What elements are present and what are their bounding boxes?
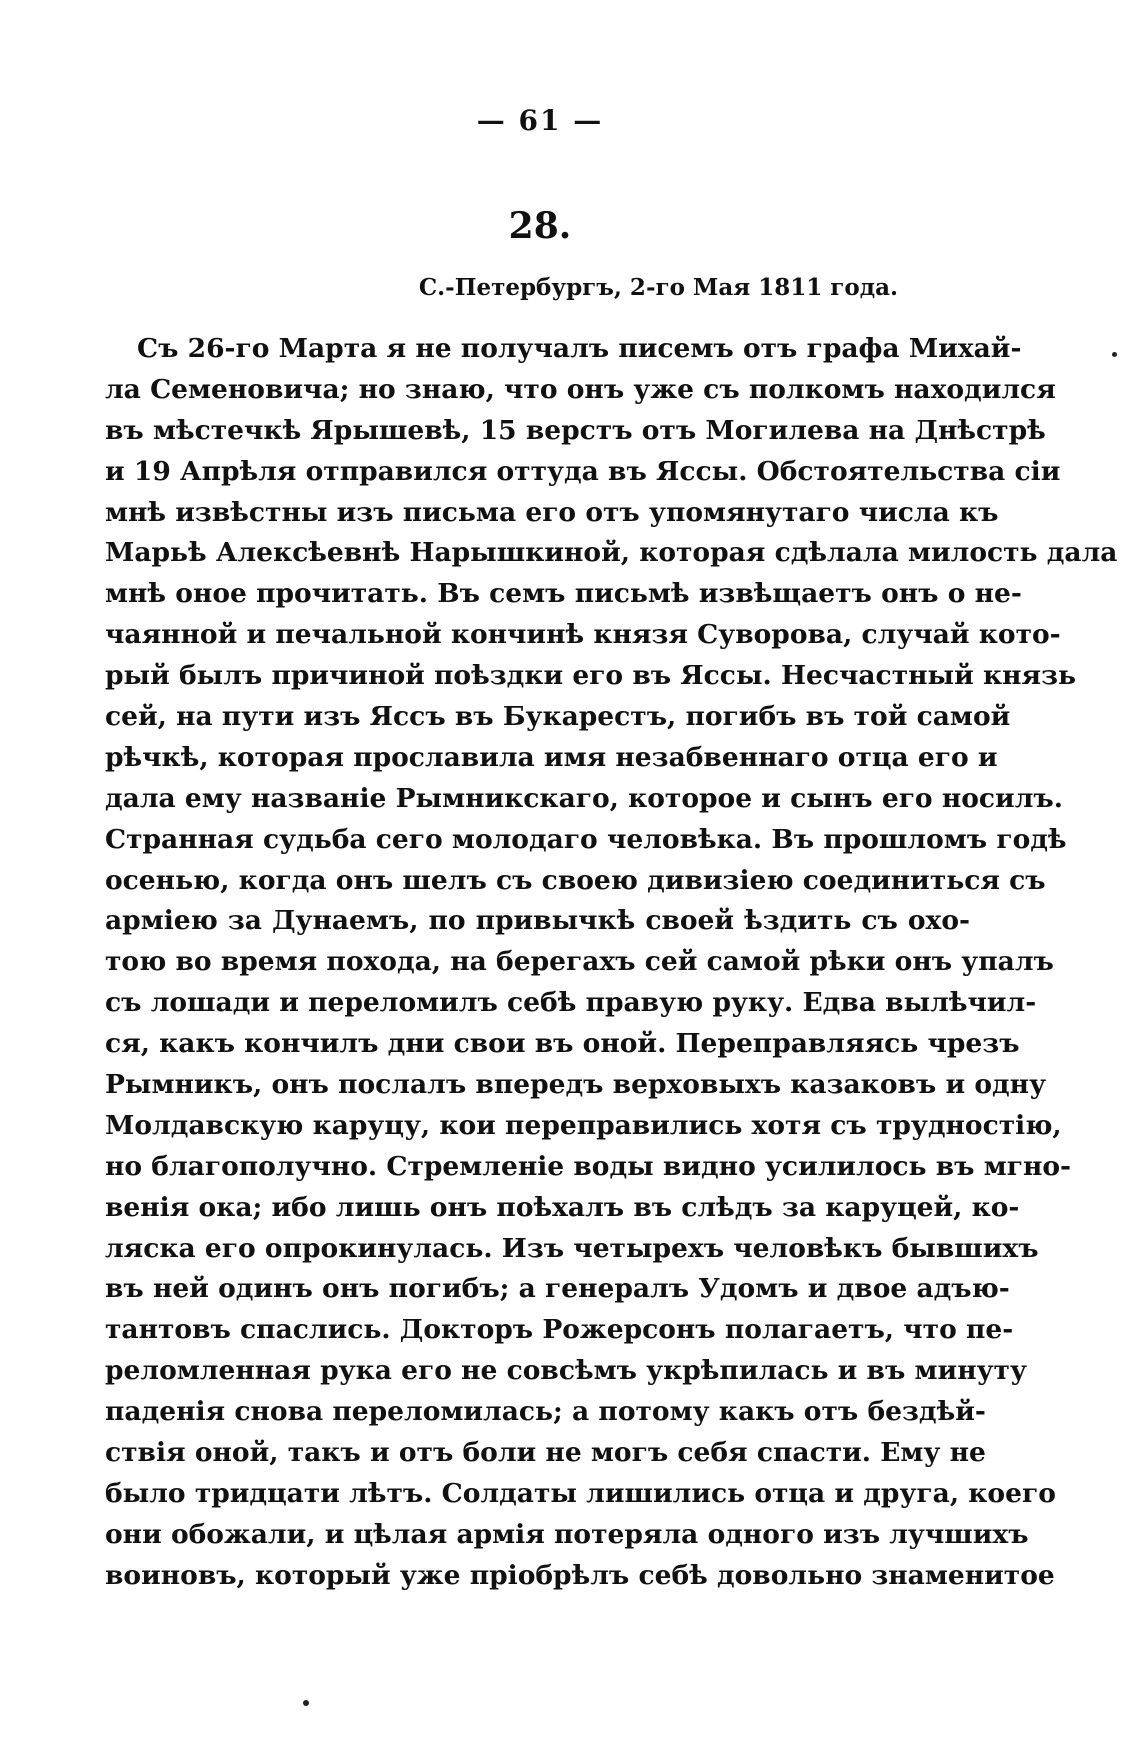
text-line: осенью, когда онъ шелъ съ своею дивизіею соединиться съ — [105, 864, 1046, 896]
text-line: ся, какъ кончилъ дни свои въ оной. Переправляясь чрезъ — [105, 1028, 1020, 1060]
ink-speck — [1112, 352, 1117, 357]
text-line: ляска его опрокинулась. Изъ четырехъ человѣкъ бывшихъ — [105, 1232, 1039, 1264]
text-line: они обожали, и цѣлая армія потеряла одного изъ лучшихъ — [105, 1518, 1029, 1550]
text-line: Рымникъ, онъ послалъ впередъ верховыхъ казаковъ и одну — [105, 1069, 1047, 1101]
dateline: С.-Петербургъ, 2-го Мая 1811 года. — [418, 274, 898, 301]
text-line: рый былъ причиной поѣздки его въ Яссы. Несчастный князь — [105, 660, 1076, 692]
text-line: тою во время похода, на берегахъ сей самой рѣки онъ упалъ — [105, 946, 1054, 978]
text-line: въ ней одинъ онъ погибъ; а генералъ Удомъ и двое адъю- — [105, 1273, 1010, 1305]
text-line: сей, на пути изъ Яссъ въ Букарестъ, погибъ въ той самой — [105, 701, 1011, 733]
text-line: Марьѣ Алексѣевнѣ Нарышкиной, которая сдѣлала милость дала — [105, 537, 1118, 569]
ink-speck — [303, 1700, 309, 1706]
text-line: рѣчкѣ, которая прославила имя незабвеннаго отца его и — [105, 741, 998, 773]
text-line: мнѣ извѣстны изъ письма его отъ упомянутаго числа къ — [105, 496, 999, 528]
text-line: тантовъ спаслись. Докторъ Рожерсонъ полагаетъ, что пе- — [105, 1314, 1014, 1346]
text-line: чаянной и печальной кончинѣ князя Суворова, случай кото- — [105, 619, 1061, 651]
text-line: реломленная рука его не совсѣмъ укрѣпилась и въ минуту — [105, 1355, 1027, 1387]
page-number: — 61 — — [476, 104, 604, 137]
text-line: мнѣ оное прочитать. Въ семъ письмѣ извѣщаетъ онъ о не- — [105, 578, 1022, 610]
text-line: было тридцати лѣтъ. Солдаты лишились отца и друга, коего — [105, 1477, 1056, 1509]
text-line: венія ока; ибо лишь онъ поѣхалъ въ слѣдъ за каруцей, ко- — [105, 1191, 1020, 1223]
text-line: Съ 26-го Марта я не получалъ писемъ отъ графа Михай- — [137, 333, 1022, 364]
text-line: въ мѣстечкѣ Ярышевѣ, 15 верстъ отъ Могилева на Днѣстрѣ — [105, 414, 1046, 446]
text-line: ствія оной, такъ и отъ боли не могъ себя спасти. Ему не — [105, 1437, 986, 1469]
text-line: воиновъ, который уже пріобрѣлъ себѣ довольно знаменитое — [105, 1559, 1055, 1591]
text-line: Странная судьба сего молодаго человѣка. Въ прошломъ годѣ — [105, 823, 1067, 855]
letter-number: 28. — [508, 205, 572, 247]
text-line: ла Семеновича; но знаю, что онъ уже съ полкомъ находился — [105, 373, 1056, 405]
text-line: но благополучно. Стремленіе воды видно усилилось въ мгно- — [105, 1150, 1072, 1182]
text-line: съ лошади и переломилъ себѣ правую руку. Едва вылѣчил- — [105, 987, 1037, 1019]
text-line: Молдавскую каруцу, кои переправились хотя съ трудностію, — [105, 1109, 1062, 1141]
text-line: и 19 Апрѣля отправился оттуда въ Яссы. Обстоятельства сіи — [105, 455, 1061, 487]
text-line: дала ему названіе Рымникскаго, которое и сынъ его носилъ. — [105, 782, 1063, 814]
text-line: паденія снова переломилась; а потому какъ отъ бездѣй- — [105, 1396, 986, 1428]
text-line: арміею за Дунаемъ, по привычкѣ своей ѣздить съ охо- — [105, 905, 970, 937]
letter-body — [105, 329, 1118, 1597]
